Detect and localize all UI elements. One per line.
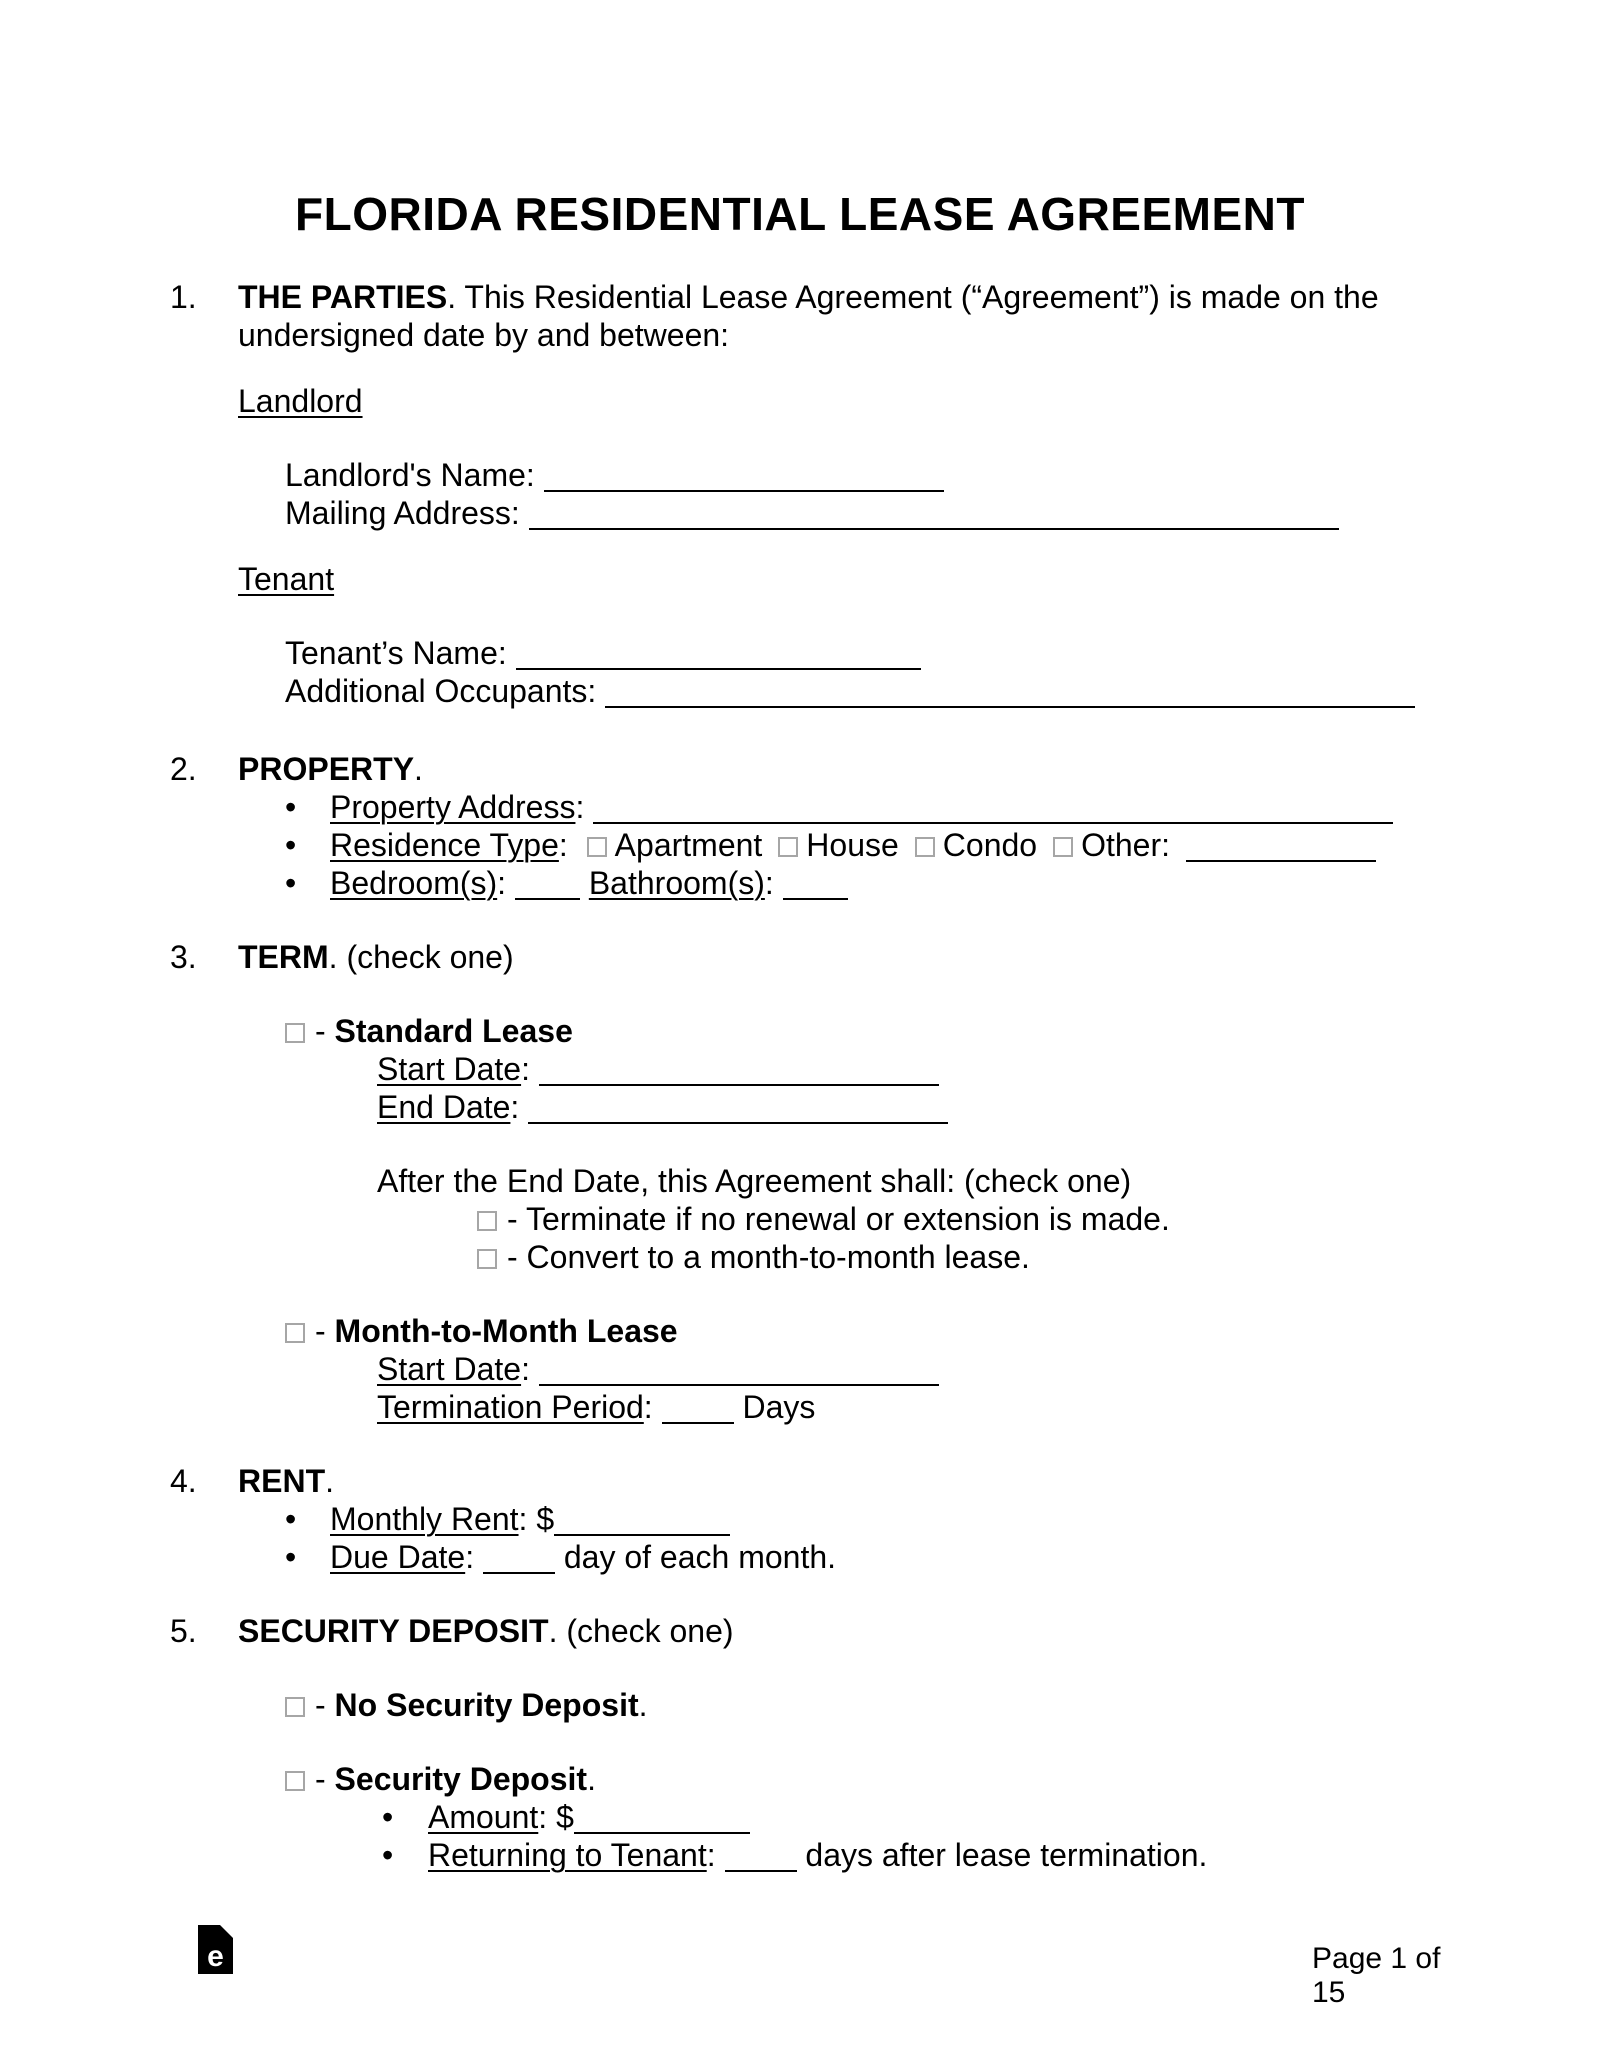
bedrooms-label: Bedroom(s) [330, 865, 498, 901]
landlord-fields [285, 456, 1600, 532]
termination-period-field[interactable] [662, 1422, 734, 1424]
convert-checkbox[interactable] [477, 1249, 497, 1269]
section-1-intro-line2: undersigned date by and between: [238, 317, 730, 353]
bullet-icon: • [285, 865, 297, 901]
additional-occupants-field[interactable] [605, 706, 1415, 708]
section-1-heading: THE PARTIES [238, 279, 448, 315]
section-2-property: 2. PROPERTY. [170, 751, 423, 787]
mtm-start-date-label: Start Date [377, 1351, 522, 1387]
mailing-address-label: Mailing Address: [285, 495, 520, 531]
standard-lease-checkbox[interactable] [285, 1023, 305, 1043]
other-checkbox[interactable] [1053, 837, 1073, 857]
after-end-date-text: After the End Date, this Agreement shall: (check one) [377, 1163, 1132, 1199]
standard-lease-row: - Standard Lease [285, 1012, 1600, 1050]
property-address-field[interactable] [593, 822, 1393, 824]
landlord-heading: Landlord [238, 383, 363, 419]
no-deposit-label: No Security Deposit [334, 1687, 639, 1723]
logo-letter: e [207, 1940, 224, 1973]
returning-row: • Returning to Tenant: days after lease termination. [382, 1837, 1208, 1873]
due-date-suffix: day of each month. [563, 1539, 837, 1575]
section-2-number: 2. [170, 751, 197, 787]
additional-occupants-row [285, 672, 1600, 710]
due-date-row: • Due Date: day of each month. [285, 1539, 837, 1575]
section-2-heading: PROPERTY [238, 751, 415, 787]
apartment-checkbox[interactable] [587, 837, 607, 857]
after-end-date-group [377, 1162, 1600, 1276]
other-residence-field[interactable] [1186, 860, 1376, 862]
landlord-name-label: Landlord's Name: [285, 457, 535, 493]
no-deposit-checkbox[interactable] [285, 1697, 305, 1717]
landlord-name-row [285, 456, 1600, 494]
month-to-month-label: Month-to-Month Lease [334, 1313, 678, 1349]
property-address-label: Property Address [330, 789, 576, 825]
terminate-option-row: - Terminate if no renewal or extension is made. [477, 1200, 1600, 1238]
section-1-number: 1. [170, 279, 197, 315]
condo-checkbox[interactable] [915, 837, 935, 857]
bullet-icon: • [285, 1501, 297, 1537]
terminate-checkbox[interactable] [477, 1211, 497, 1231]
additional-occupants-label: Additional Occupants: [285, 673, 597, 709]
section-5-security-deposit [170, 1612, 1600, 1650]
no-deposit-row: - No Security Deposit. [285, 1686, 1600, 1724]
deposit-label: Security Deposit [334, 1761, 588, 1797]
returning-label: Returning to Tenant [428, 1837, 707, 1873]
section-3-term [170, 938, 1600, 976]
returning-field[interactable] [725, 1870, 797, 1872]
monthly-rent-row: • Monthly Rent: $ [285, 1500, 1600, 1538]
month-to-month-group [285, 1312, 1600, 1426]
termination-period-label: Termination Period [377, 1389, 644, 1425]
monthly-rent-field[interactable] [554, 1534, 730, 1536]
deposit-row: - Security Deposit. [285, 1760, 1600, 1798]
bathrooms-field[interactable] [783, 898, 848, 900]
section-5-number: 5. [170, 1613, 197, 1649]
document-title: FLORIDA RESIDENTIAL LEASE AGREEMENT [295, 188, 1305, 240]
standard-lease-group [285, 1012, 1600, 1126]
bedrooms-bathrooms-row: • Bedroom(s): Bathroom(s): [285, 864, 1600, 902]
house-option-label: House [806, 827, 899, 863]
standard-end-date-row: End Date: [377, 1088, 1600, 1126]
due-date-label: Due Date [330, 1539, 466, 1575]
eforms-logo [198, 1925, 233, 1974]
monthly-rent-label: Monthly Rent [330, 1501, 519, 1537]
section-1-parties [170, 278, 1600, 316]
section-4-heading: RENT [238, 1463, 326, 1499]
bullet-icon: • [285, 789, 297, 825]
apartment-option-label: Apartment [614, 827, 763, 863]
end-date-label: End Date [377, 1089, 511, 1125]
bathrooms-label: Bathroom(s) [588, 865, 765, 901]
residence-type-row: • Residence Type: Apartment House Condo Other: [285, 826, 1600, 864]
landlord-name-field[interactable] [544, 490, 944, 492]
mtm-start-date-field[interactable] [539, 1384, 939, 1386]
condo-option-label: Condo [942, 827, 1038, 863]
bullet-icon: • [382, 1837, 394, 1873]
mailing-address-row [285, 494, 1600, 532]
residence-type-label: Residence Type [330, 827, 559, 863]
section-4-number: 4. [170, 1463, 197, 1499]
bullet-icon: • [285, 1539, 297, 1575]
tenant-name-field[interactable] [516, 668, 921, 670]
deposit-group [285, 1760, 1600, 1874]
mtm-start-date-row: Start Date: [377, 1350, 1600, 1388]
returning-suffix: days after lease termination. [805, 1837, 1208, 1873]
month-to-month-checkbox[interactable] [285, 1323, 305, 1343]
section-5-suffix: . (check one) [548, 1613, 734, 1649]
start-date-label: Start Date [377, 1051, 522, 1087]
mailing-address-field[interactable] [529, 528, 1339, 530]
section-1-intro: . This Residential Lease Agreement (“Agreement”) is made on the [447, 279, 1379, 315]
section-3-suffix: . (check one) [328, 939, 514, 975]
page-number: Page 1 of 15 [1312, 1942, 1441, 2009]
section-3-heading: TERM [238, 939, 329, 975]
section-4-rent: 4. RENT. [170, 1463, 334, 1499]
amount-label: Amount [428, 1799, 539, 1835]
tenant-fields [285, 634, 1600, 710]
bedrooms-field[interactable] [515, 898, 580, 900]
dollar-sign: $ [556, 1799, 574, 1835]
bullet-icon: • [285, 827, 297, 863]
termination-period-row: Termination Period: Days [377, 1389, 816, 1425]
days-suffix: Days [742, 1389, 816, 1425]
standard-lease-label: Standard Lease [334, 1013, 573, 1049]
month-to-month-row: - Month-to-Month Lease [285, 1312, 1600, 1350]
other-option-label: Other: [1081, 827, 1171, 863]
amount-row: • Amount: $ [382, 1798, 1600, 1836]
convert-option-row: - Convert to a month-to-month lease. [477, 1238, 1600, 1276]
section-5-heading: SECURITY DEPOSIT [238, 1613, 549, 1649]
standard-start-date-row: Start Date: [377, 1050, 1600, 1088]
convert-option-label: Convert to a month-to-month lease. [526, 1239, 1030, 1275]
terminate-option-label: Terminate if no renewal or extension is made. [525, 1201, 1170, 1237]
section-3-number: 3. [170, 939, 197, 975]
amount-field[interactable] [574, 1832, 750, 1834]
tenant-name-label: Tenant’s Name: [285, 635, 507, 671]
deposit-checkbox[interactable] [285, 1771, 305, 1791]
tenant-heading: Tenant [238, 561, 335, 597]
standard-end-date-field[interactable] [528, 1122, 948, 1124]
tenant-name-row [285, 634, 1600, 672]
property-address-row: • Property Address: [285, 788, 1600, 826]
bullet-icon: • [382, 1799, 394, 1835]
due-date-field[interactable] [483, 1572, 555, 1574]
dollar-sign: $ [536, 1501, 555, 1537]
standard-start-date-field[interactable] [539, 1084, 939, 1086]
house-checkbox[interactable] [778, 837, 798, 857]
